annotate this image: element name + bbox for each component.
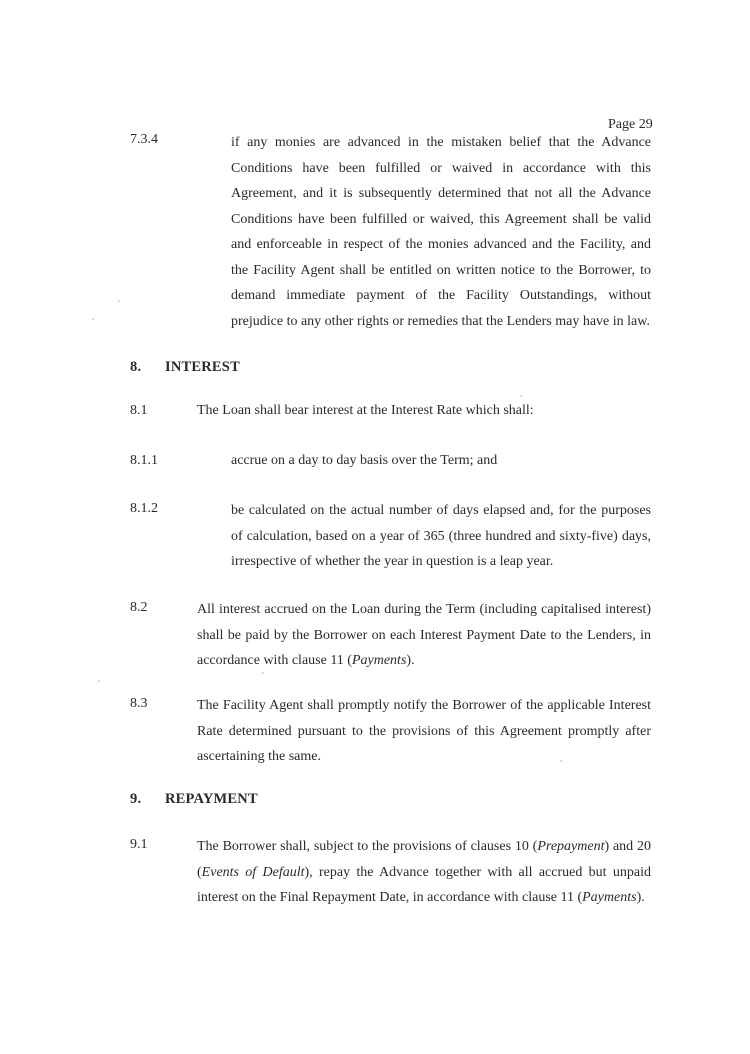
scan-speck [92, 318, 94, 320]
text-segment: ). [636, 890, 645, 905]
text-segment: interest on the Final Repayment Date, in accordance with clause 11 ( [197, 890, 583, 905]
clause-9-1-text [197, 834, 651, 911]
clause-number-8-1-1: 8.1.1 [130, 453, 158, 468]
text-line [197, 648, 651, 674]
text-segment: The Borrower shall, subject to the provisions of clauses 10 ( [197, 839, 538, 854]
text-line [197, 860, 651, 886]
text-line: and enforceable in respect of the monies advanced and the Facility, and [231, 237, 651, 252]
text-line: Conditions have been fulfilled or waived, this Agreement shall be valid [231, 211, 651, 227]
text-line: All interest accrued on the Loan during the Term (including capitalised interest) [197, 602, 651, 617]
clause-reference-payments: Payments [351, 653, 407, 668]
text-line: demand immediate payment of the Facility Outstandings, without [231, 288, 651, 303]
clause-number-8-1: 8.1 [130, 403, 148, 418]
section-title-repayment: REPAYMENT [165, 791, 258, 807]
clause-reference-events-of-default: Events of Default [201, 864, 305, 880]
text-line: irrespective of whether the year in question is a leap year. [231, 554, 554, 569]
scan-speck [560, 760, 562, 762]
text-line [197, 834, 651, 860]
clause-8-1-2-text [231, 498, 651, 575]
clause-number-8-1-2: 8.1.2 [130, 501, 158, 516]
text-segment: ). [406, 653, 415, 668]
clause-number-9-1: 9.1 [130, 837, 148, 852]
text-line: Rate determined pursuant to the provisions of this Agreement promptly after [197, 723, 651, 739]
text-line: the Facility Agent shall be entitled on written notice to the Borrower, to [231, 262, 651, 278]
text-segment: accordance with clause 11 ( [197, 653, 352, 668]
text-line: ascertaining the same. [197, 749, 322, 764]
text-line: if any monies are advanced in the mistaken belief that the Advance [231, 135, 651, 150]
clause-number-8-2: 8.2 [130, 600, 148, 615]
text-line: Conditions have been fulfilled or waived in accordance with this [231, 160, 651, 176]
clause-8-1-1-text: accrue on a day to day basis over the Term; and [231, 453, 498, 468]
clause-8-1-text: The Loan shall bear interest at the Interest Rate which shall: [197, 403, 534, 418]
text-segment: ), repay the Advance together with all accrued but unpaid [304, 864, 651, 880]
text-line: Agreement, and it is subsequently determined that not all the Advance [231, 186, 651, 201]
text-line: be calculated on the actual number of days elapsed and, for the purposes [231, 503, 651, 518]
text-segment: ) and 20 [604, 839, 651, 854]
page-number: Page 29 [608, 117, 653, 132]
clause-7-3-4-text [231, 130, 651, 334]
section-number-9: 9. [130, 791, 142, 807]
section-number-8: 8. [130, 359, 142, 375]
text-line: prejudice to any other rights or remedies that the Lenders may have in law. [231, 313, 650, 329]
clause-number-8-3: 8.3 [130, 696, 148, 711]
text-segment: ( [197, 864, 202, 880]
section-title-interest: INTEREST [165, 359, 240, 375]
scan-speck [98, 680, 100, 682]
clause-reference-payments: Payments [582, 890, 637, 905]
scan-speck [118, 300, 120, 302]
clause-reference-prepayment: Prepayment [537, 839, 605, 854]
text-line: shall be paid by the Borrower on each Interest Payment Date to the Lenders, in [197, 627, 651, 643]
text-line: The Facility Agent shall promptly notify the Borrower of the applicable Interest [197, 698, 651, 713]
clause-number-7-3-4: 7.3.4 [130, 132, 158, 147]
clause-8-2-text [197, 597, 651, 674]
text-line [197, 885, 651, 911]
clause-8-3-text [197, 693, 651, 770]
scan-speck [520, 395, 522, 397]
text-line: of calculation, based on a year of 365 (three hundred and sixty-five) days, [231, 528, 651, 544]
scan-speck [262, 672, 264, 674]
